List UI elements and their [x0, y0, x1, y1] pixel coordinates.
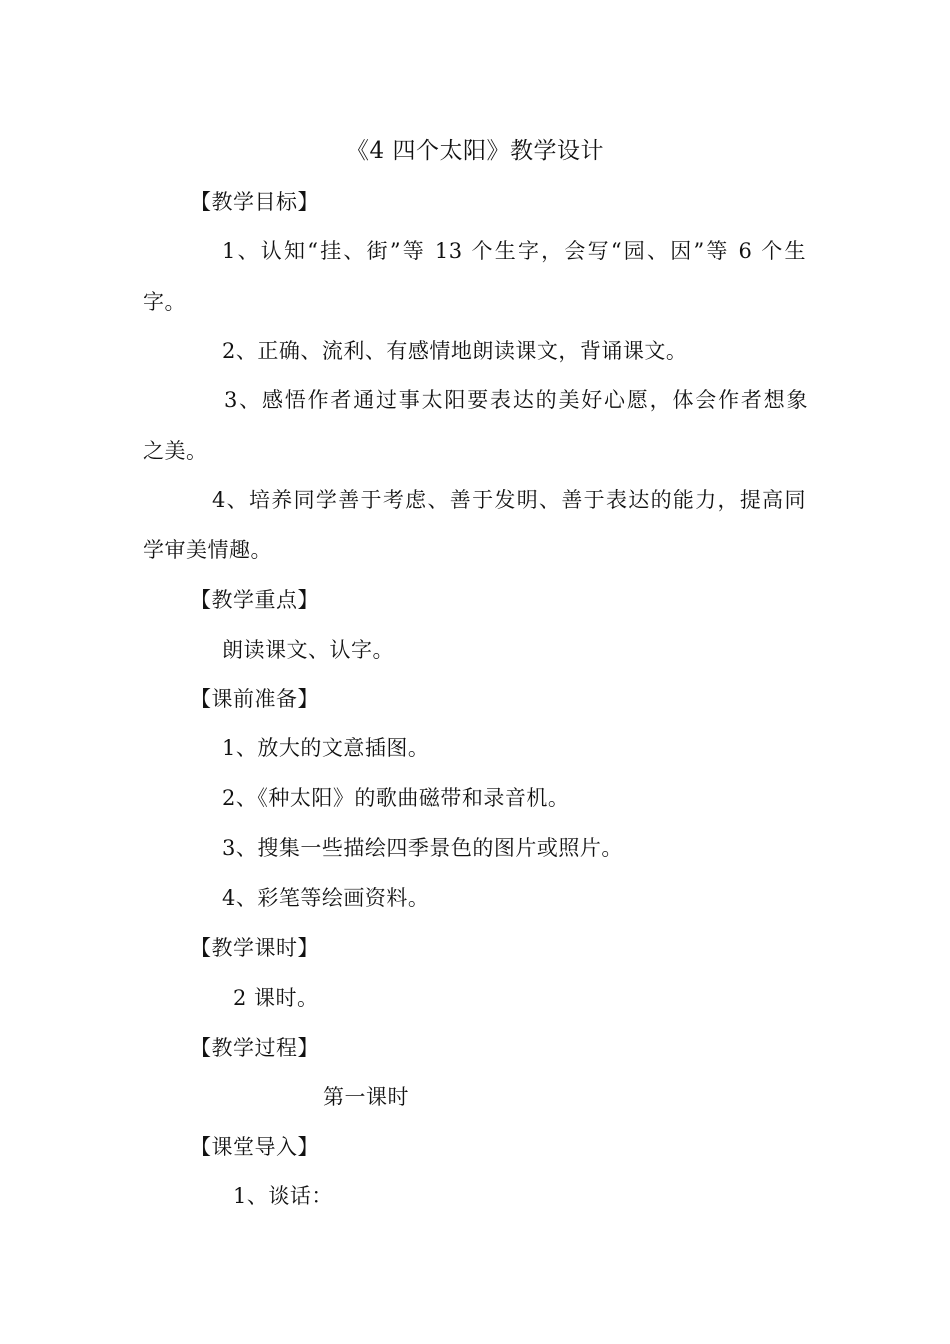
section-heading-prep: 【课前准备】 [190, 687, 319, 711]
focus-text: 朗读课文、认字。 [222, 638, 394, 662]
section-heading-goals: 【教学目标】 [190, 190, 319, 214]
goal-item-1-line-2: 字。 [143, 290, 186, 314]
prep-item-2: 2、《种太阳》的歌曲磁带和录音机。 [222, 786, 570, 810]
section-heading-intro: 【课堂导入】 [190, 1135, 319, 1159]
document-title: 《4 四个太阳》教学设计 [346, 138, 604, 164]
hours-text: 2 课时。 [233, 986, 319, 1010]
process-subheading: 第一课时 [323, 1085, 409, 1109]
goal-item-3-line-2: 之美。 [143, 439, 208, 463]
goal-item-2: 2、正确、流利、有感情地朗读课文，背诵课文。 [222, 339, 688, 363]
goal-item-3-line-1: 3、感悟作者通过事太阳要表达的美好心愿，体会作者想象 [224, 388, 808, 412]
prep-item-1: 1、放大的文意插图。 [222, 736, 430, 760]
goal-item-1-line-1: 1、认知“挂、街”等 13 个生字，会写“园、因”等 6 个生 [222, 239, 806, 263]
intro-text: 1、谈话： [233, 1184, 333, 1208]
prep-item-3: 3、搜集一些描绘四季景色的图片或照片。 [222, 836, 623, 860]
section-heading-hours: 【教学课时】 [190, 936, 319, 960]
section-heading-focus: 【教学重点】 [190, 588, 319, 612]
prep-item-4: 4、彩笔等绘画资料。 [222, 886, 430, 910]
section-heading-process: 【教学过程】 [190, 1036, 319, 1060]
goal-item-4-line-1: 4、培养同学善于考虑、善于发明、善于表达的能力，提高同 [212, 488, 806, 512]
goal-item-4-line-2: 学审美情趣。 [143, 538, 272, 562]
